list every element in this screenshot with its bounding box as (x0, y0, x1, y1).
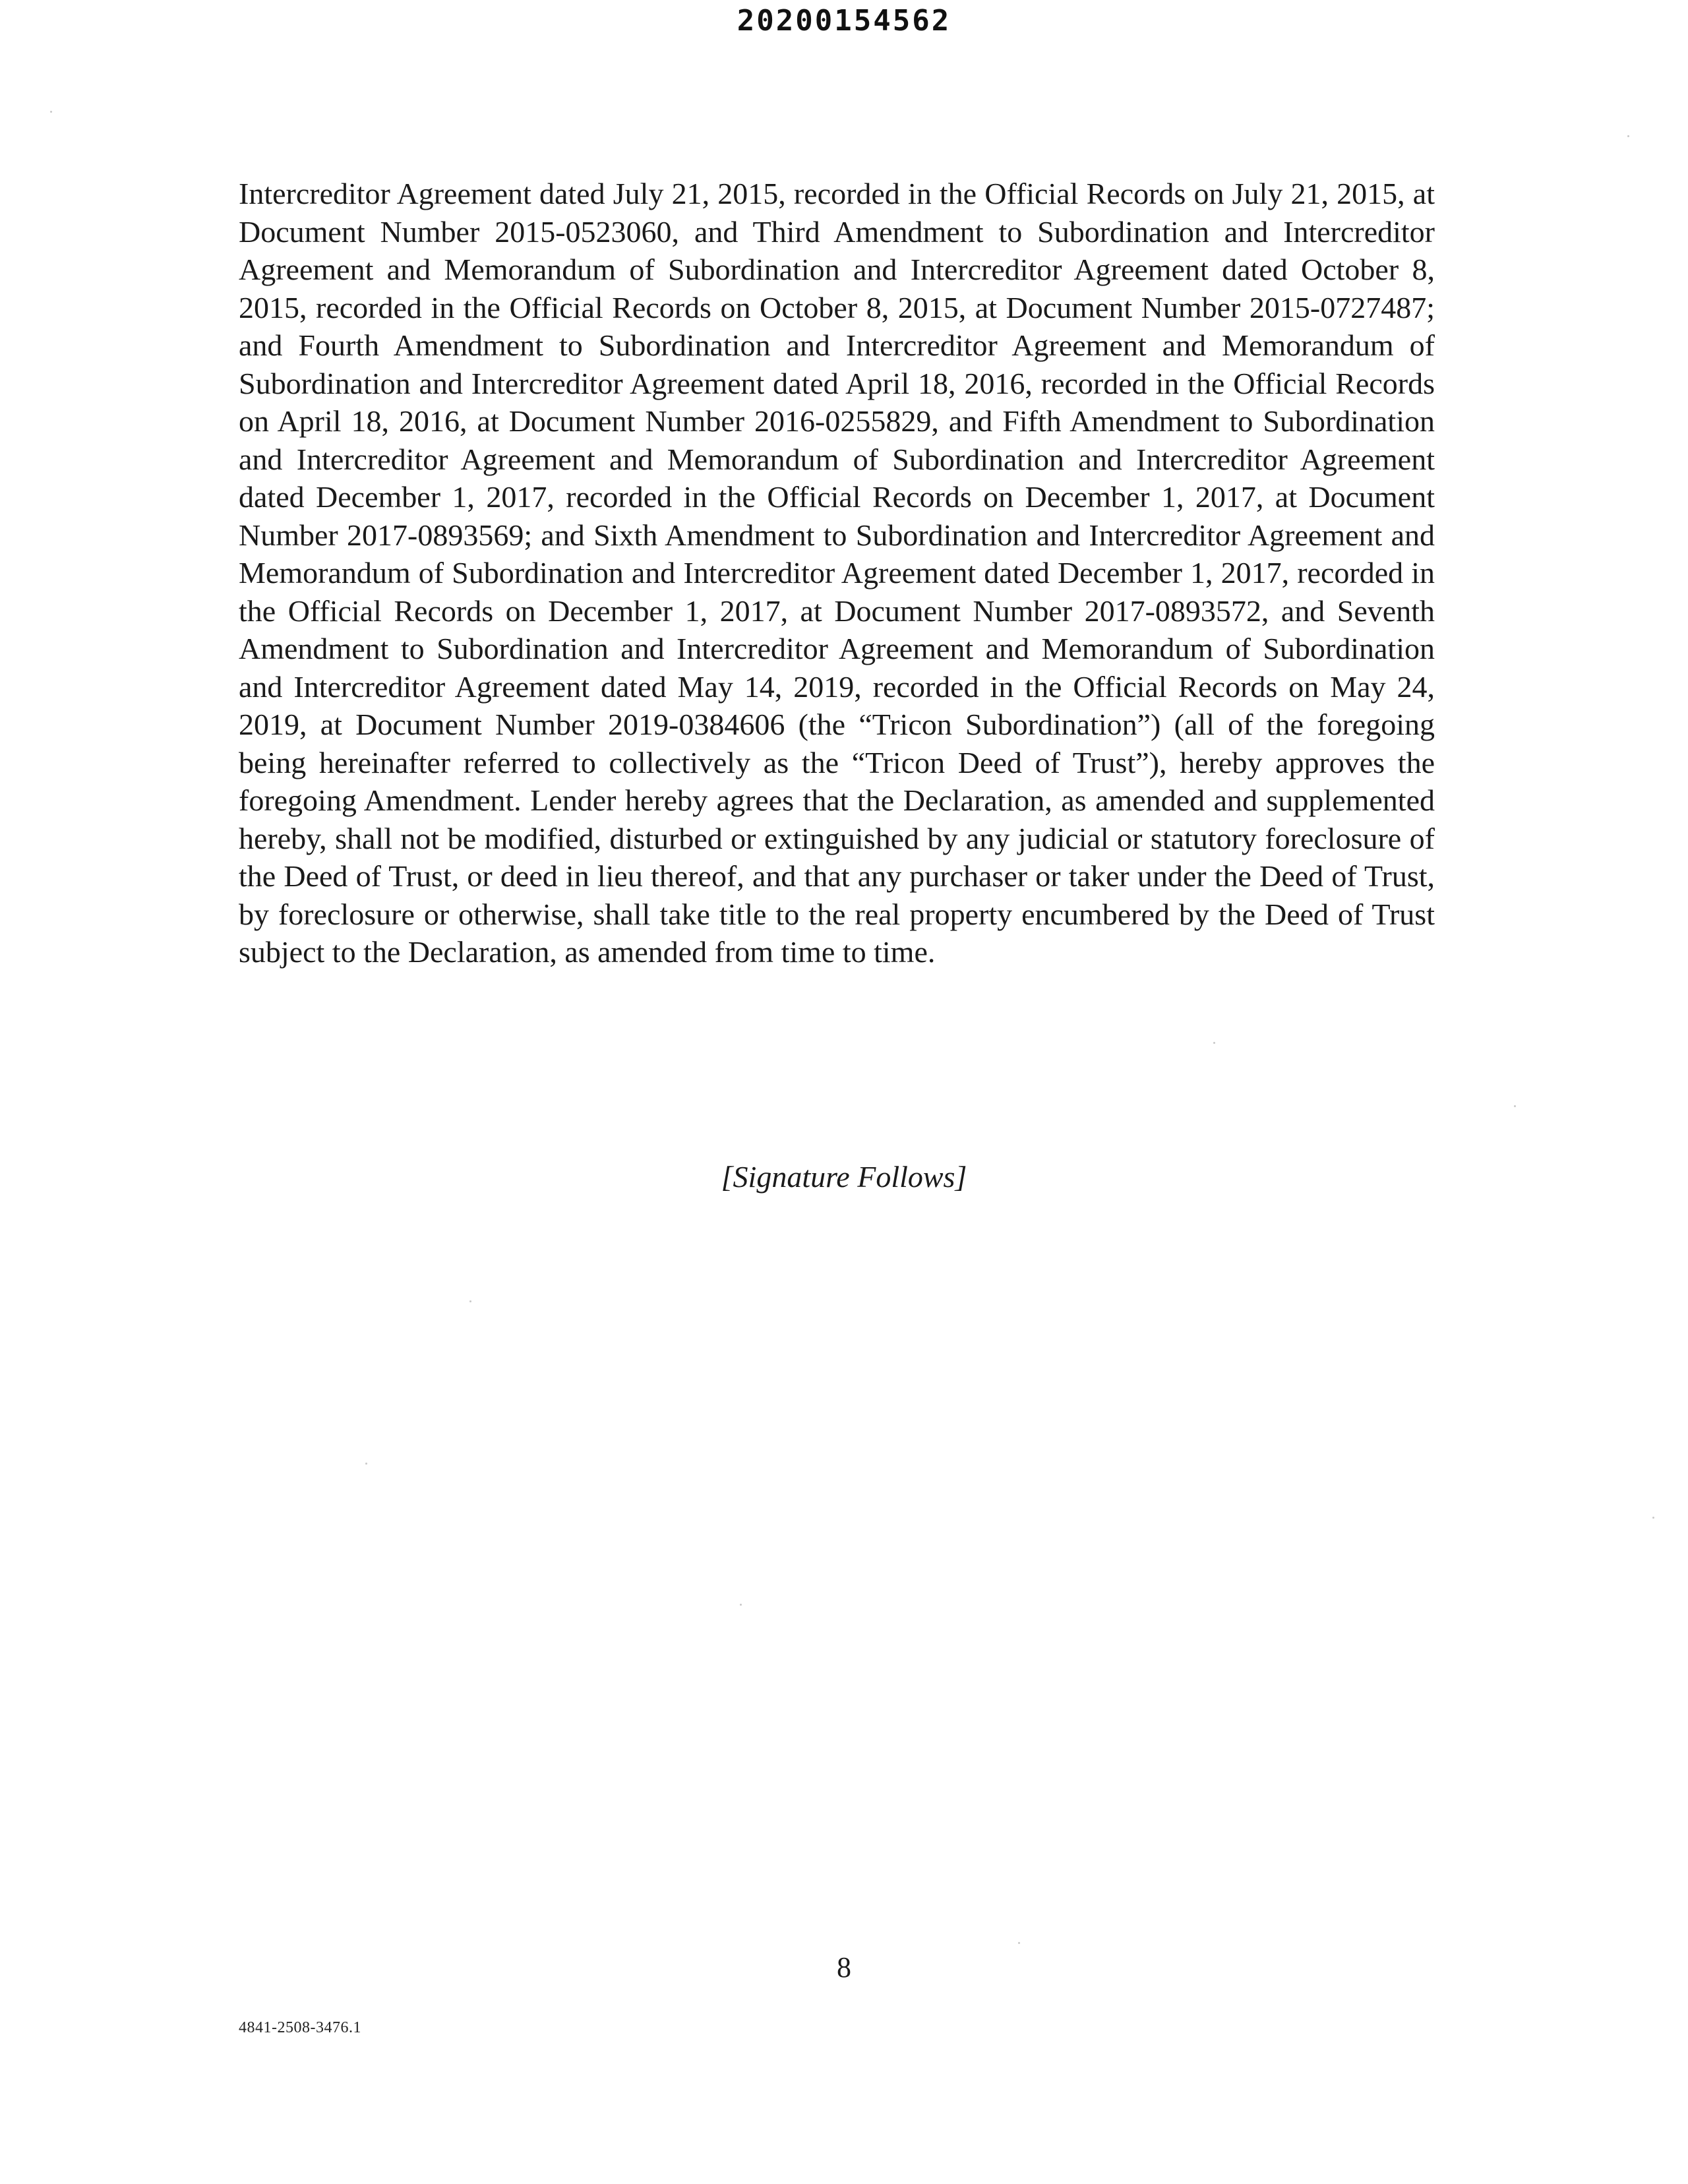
scan-speck (50, 111, 52, 113)
scan-speck (1018, 1942, 1020, 1944)
scan-speck (1652, 1517, 1654, 1519)
signature-follows-note: [Signature Follows] (721, 1160, 967, 1194)
scan-speck (1627, 135, 1629, 137)
body-paragraph: Intercreditor Agreement dated July 21, 2015, recorded in the Official Records on July 21, 2015, at Document Number 2015-0523060, and Third Amendment to Subordination and Intercreditor Agreement and Memorandum of Subordination and Intercreditor Agreement dated October 8, 2015, recorded in the Official Records on October 8, 2015, at Document Number 2015-0727487; and Fourth Amendment to Subordination and Intercreditor Agreement and Memorandum of Subordination and Intercreditor Agreement dated April 18, 2016, recorded in the Official Records on April 18, 2016, at Document Number 2016-0255829, and Fifth Amendment to Subordination and Intercreditor Agreement and Memorandum of Subordination and Intercreditor Agreement dated December 1, 2017, recorded in the Official Records on December 1, 2017, at Document Number 2017-0893569; and Sixth Amendment to Subordination and Intercreditor Agreement and Memorandum of Subordination and Intercreditor Agreement dated December 1, 2017, recorded in the Official Records on December 1, 2017, at Document Number 2017-0893572, and Seventh Amendment to Subordination and Intercreditor Agreement and Memorandum of Subordination and Intercreditor Agreement dated May 14, 2019, recorded in the Official Records on May 24, 2019, at Document Number 2019-0384606 (the “Tricon Subordination”) (all of the foregoing being hereinafter referred to collectively as the “Tricon Deed of Trust”), hereby approves the foregoing Amendment. Lender hereby agrees that the Declaration, as amended and supplemented hereby, shall not be modified, disturbed or extinguished by any judicial or statutory foreclosure of the Deed of Trust, or deed in lieu thereof, and that any purchaser or taker under the Deed of Trust, by foreclosure or otherwise, shall take title to the real property encumbered by the Deed of Trust subject to the Declaration, as amended from time to time. (239, 177, 1435, 969)
scan-speck (469, 1300, 471, 1302)
scan-speck (740, 1604, 742, 1606)
footer-document-id: 4841-2508-3476.1 (239, 2019, 361, 2036)
recording-document-number: 20200154562 (737, 4, 951, 38)
page-number: 8 (837, 1951, 851, 1984)
scan-speck (1213, 1042, 1215, 1044)
scan-speck (365, 1463, 367, 1465)
scan-speck (1514, 1105, 1516, 1107)
